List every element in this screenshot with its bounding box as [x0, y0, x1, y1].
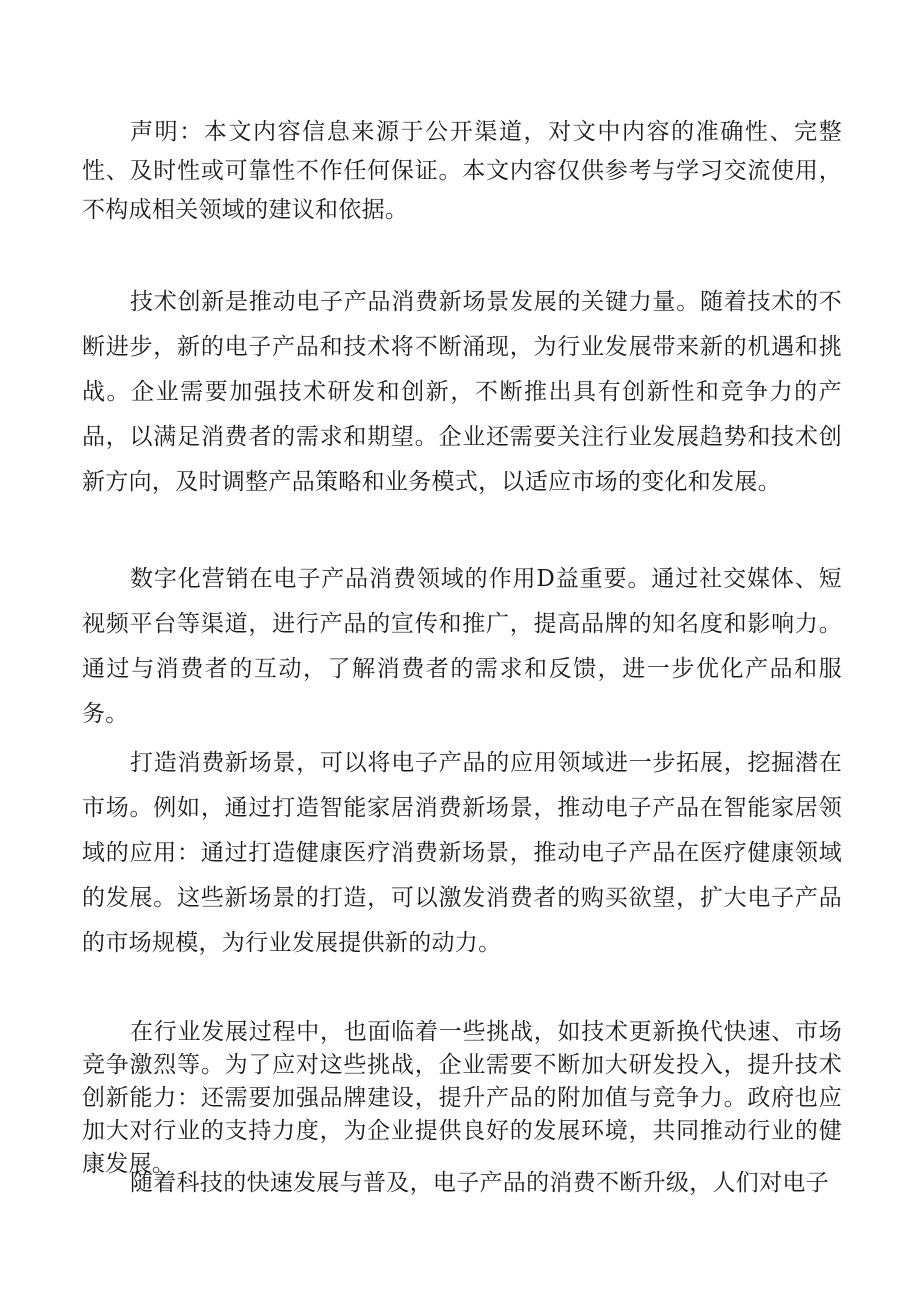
body-paragraph: 在行业发展过程中，也面临着一些挑战，如技术更新换代快速、市场竞争激烈等。为了应对这些挑战，企业需要不断加大研发投入，提升技术创新能力：还需要加强品牌建设，提升产品的附加值与竞争力。政府也应加大对行业的支持力度，为企业提供良好的发展环境，共同推动行业的健康发展。	[82, 1019, 842, 1177]
body-paragraph: 打造消费新场景，可以将电子产品的应用领域进一步拓展，挖掘潜在市场。例如，通过打造智能家居消费新场景，推动电子产品在智能家居领域的应用：通过打造健康医疗消费新场景，推动电子产品在医疗健康领域的发展。这些新场景的打造，可以激发消费者的购买欲望，扩大电子产品的市场规模，为行业发展提供新的动力。	[82, 750, 842, 956]
body-paragraph: 技术创新是推动电子产品消费新场景发展的关键力量。随着技术的不断进步，新的电子产品和技术将不断涌现，为行业发展带来新的机遇和挑战。企业需要加强技术研发和创新，不断推出具有创新性和竞争力的产品，以满足消费者的需求和期望。企业还需要关注行业发展趋势和技术创新方向，及时调整产品策略和业务模式，以适应市场的变化和发展。	[82, 289, 842, 495]
body-paragraph: 随着科技的快速发展与普及，电子产品的消费不断升级，人们对电子	[130, 1170, 829, 1196]
disclaimer-paragraph: 声明：本文内容信息来源于公开渠道，对文中内容的准确性、完整性、及时性或可靠性不作任何保证。本文内容仅供参考与学习交流使用，不构成相关领域的建议和依据。	[82, 119, 842, 223]
body-paragraph: 数字化营销在电子产品消费领域的作用D益重要。通过社交媒体、短视频平台等渠道，进行产品的宣传和推广，提高品牌的知名度和影响力。通过与消费者的互动，了解消费者的需求和反馈，进一步优化产品和服务。	[82, 566, 842, 727]
